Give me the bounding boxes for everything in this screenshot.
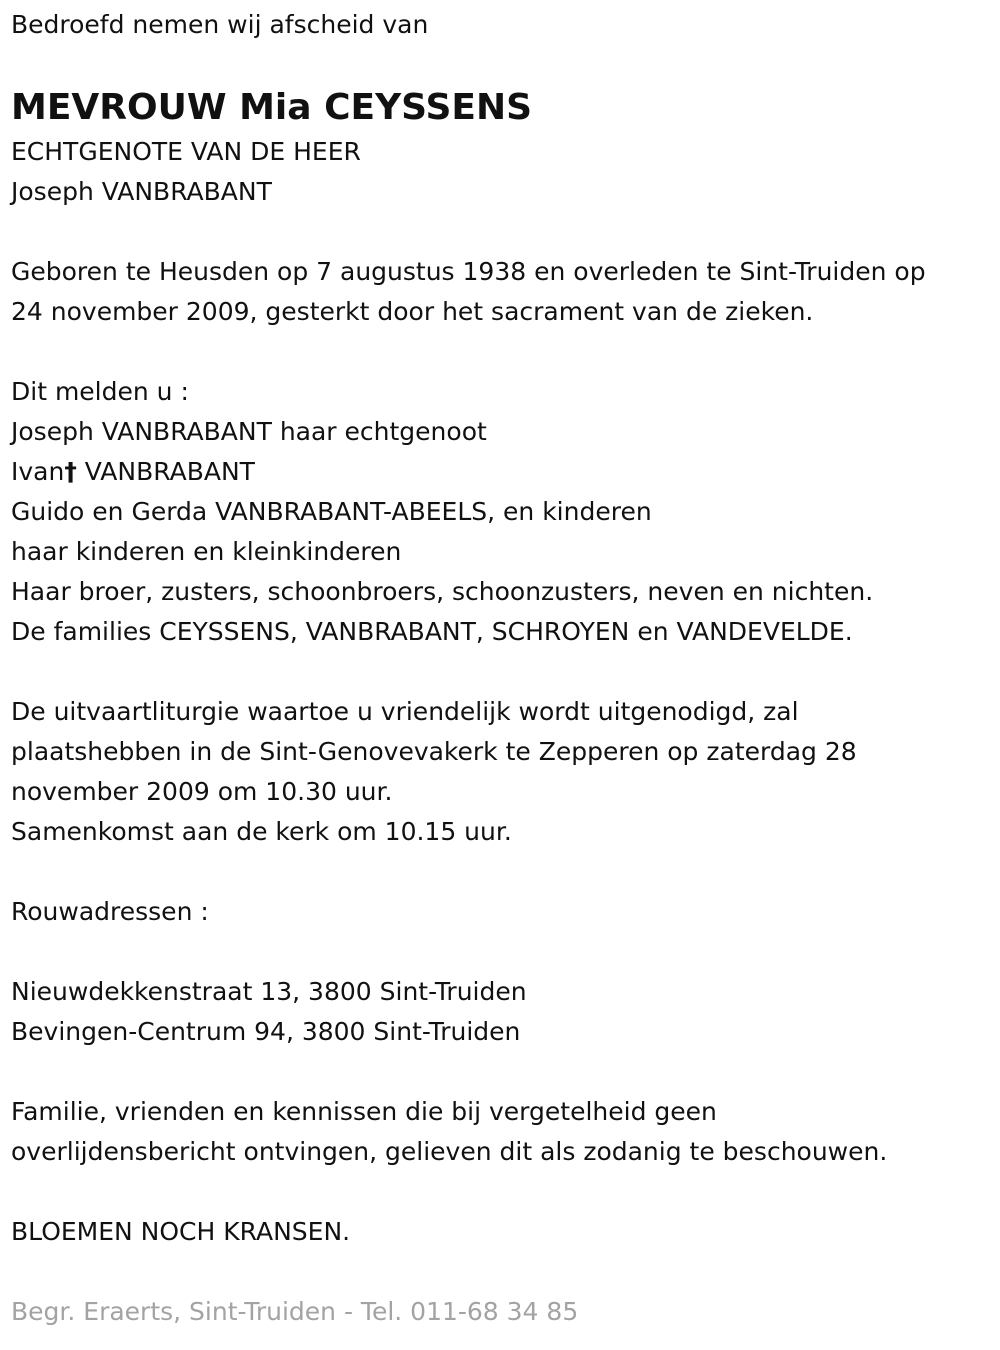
deceased-name: MEVROUW Mia CEYSSENS xyxy=(11,87,533,128)
funeral-director-footer: Begr. Eraerts, Sint-Truiden - Tel. 011-68 34 85 xyxy=(11,1297,579,1326)
announcer-line: Guido en Gerda VANBRABANT-ABEELS, en kinderen xyxy=(11,497,652,526)
address-line: Bevingen-Centrum 94, 3800 Sint-Truiden xyxy=(11,1017,521,1046)
spacer xyxy=(11,1052,996,1092)
announcer-line-ivan xyxy=(11,452,996,492)
spacer xyxy=(11,1172,996,1212)
spacer xyxy=(11,212,996,252)
announcer-line: De families CEYSSENS, VANBRABANT, SCHROYEN en VANDEVELDE. xyxy=(11,617,853,646)
spacer xyxy=(11,332,996,372)
announcers-heading: Dit melden u : xyxy=(11,377,189,406)
spacer xyxy=(11,852,996,892)
ivan-last-name: VANBRABANT xyxy=(76,457,255,486)
birth-death-line: 24 november 2009, gesterkt door het sacrament van de zieken. xyxy=(11,297,814,326)
announcer-line: Joseph VANBRABANT haar echtgenoot xyxy=(11,417,487,446)
notice-line: overlijdensbericht ontvingen, gelieven dit als zodanig te beschouwen. xyxy=(11,1137,888,1166)
flowers-notice: BLOEMEN NOCH KRANSEN. xyxy=(11,1217,351,1246)
intro-text: Bedroefd nemen wij afscheid van xyxy=(11,10,429,39)
birth-death-line: Geboren te Heusden op 7 augustus 1938 en overleden te Sint-Truiden op xyxy=(11,257,926,286)
ivan-first-name: Ivan xyxy=(11,457,65,486)
spacer xyxy=(11,1252,996,1292)
spacer xyxy=(11,652,996,692)
spacer xyxy=(11,932,996,972)
announcer-line: haar kinderen en kleinkinderen xyxy=(11,537,402,566)
funeral-line: plaatshebben in de Sint-Genovevakerk te Zepperen op zaterdag 28 xyxy=(11,737,857,766)
funeral-line: november 2009 om 10.30 uur. xyxy=(11,777,393,806)
spouse-name: Joseph VANBRABANT xyxy=(11,177,272,206)
announcer-line: Haar broer, zusters, schoonbroers, schoonzusters, neven en nichten. xyxy=(11,577,874,606)
addresses-heading: Rouwadressen : xyxy=(11,897,209,926)
cross-icon: † xyxy=(64,457,77,486)
funeral-line: Samenkomst aan de kerk om 10.15 uur. xyxy=(11,817,512,846)
address-line: Nieuwdekkenstraat 13, 3800 Sint-Truiden xyxy=(11,977,527,1006)
funeral-line: De uitvaartliturgie waartoe u vriendelijk wordt uitgenodigd, zal xyxy=(11,697,799,726)
relation-title: ECHTGENOTE VAN DE HEER xyxy=(11,137,361,166)
obituary-document xyxy=(11,0,996,1332)
notice-line: Familie, vrienden en kennissen die bij vergetelheid geen xyxy=(11,1097,717,1126)
